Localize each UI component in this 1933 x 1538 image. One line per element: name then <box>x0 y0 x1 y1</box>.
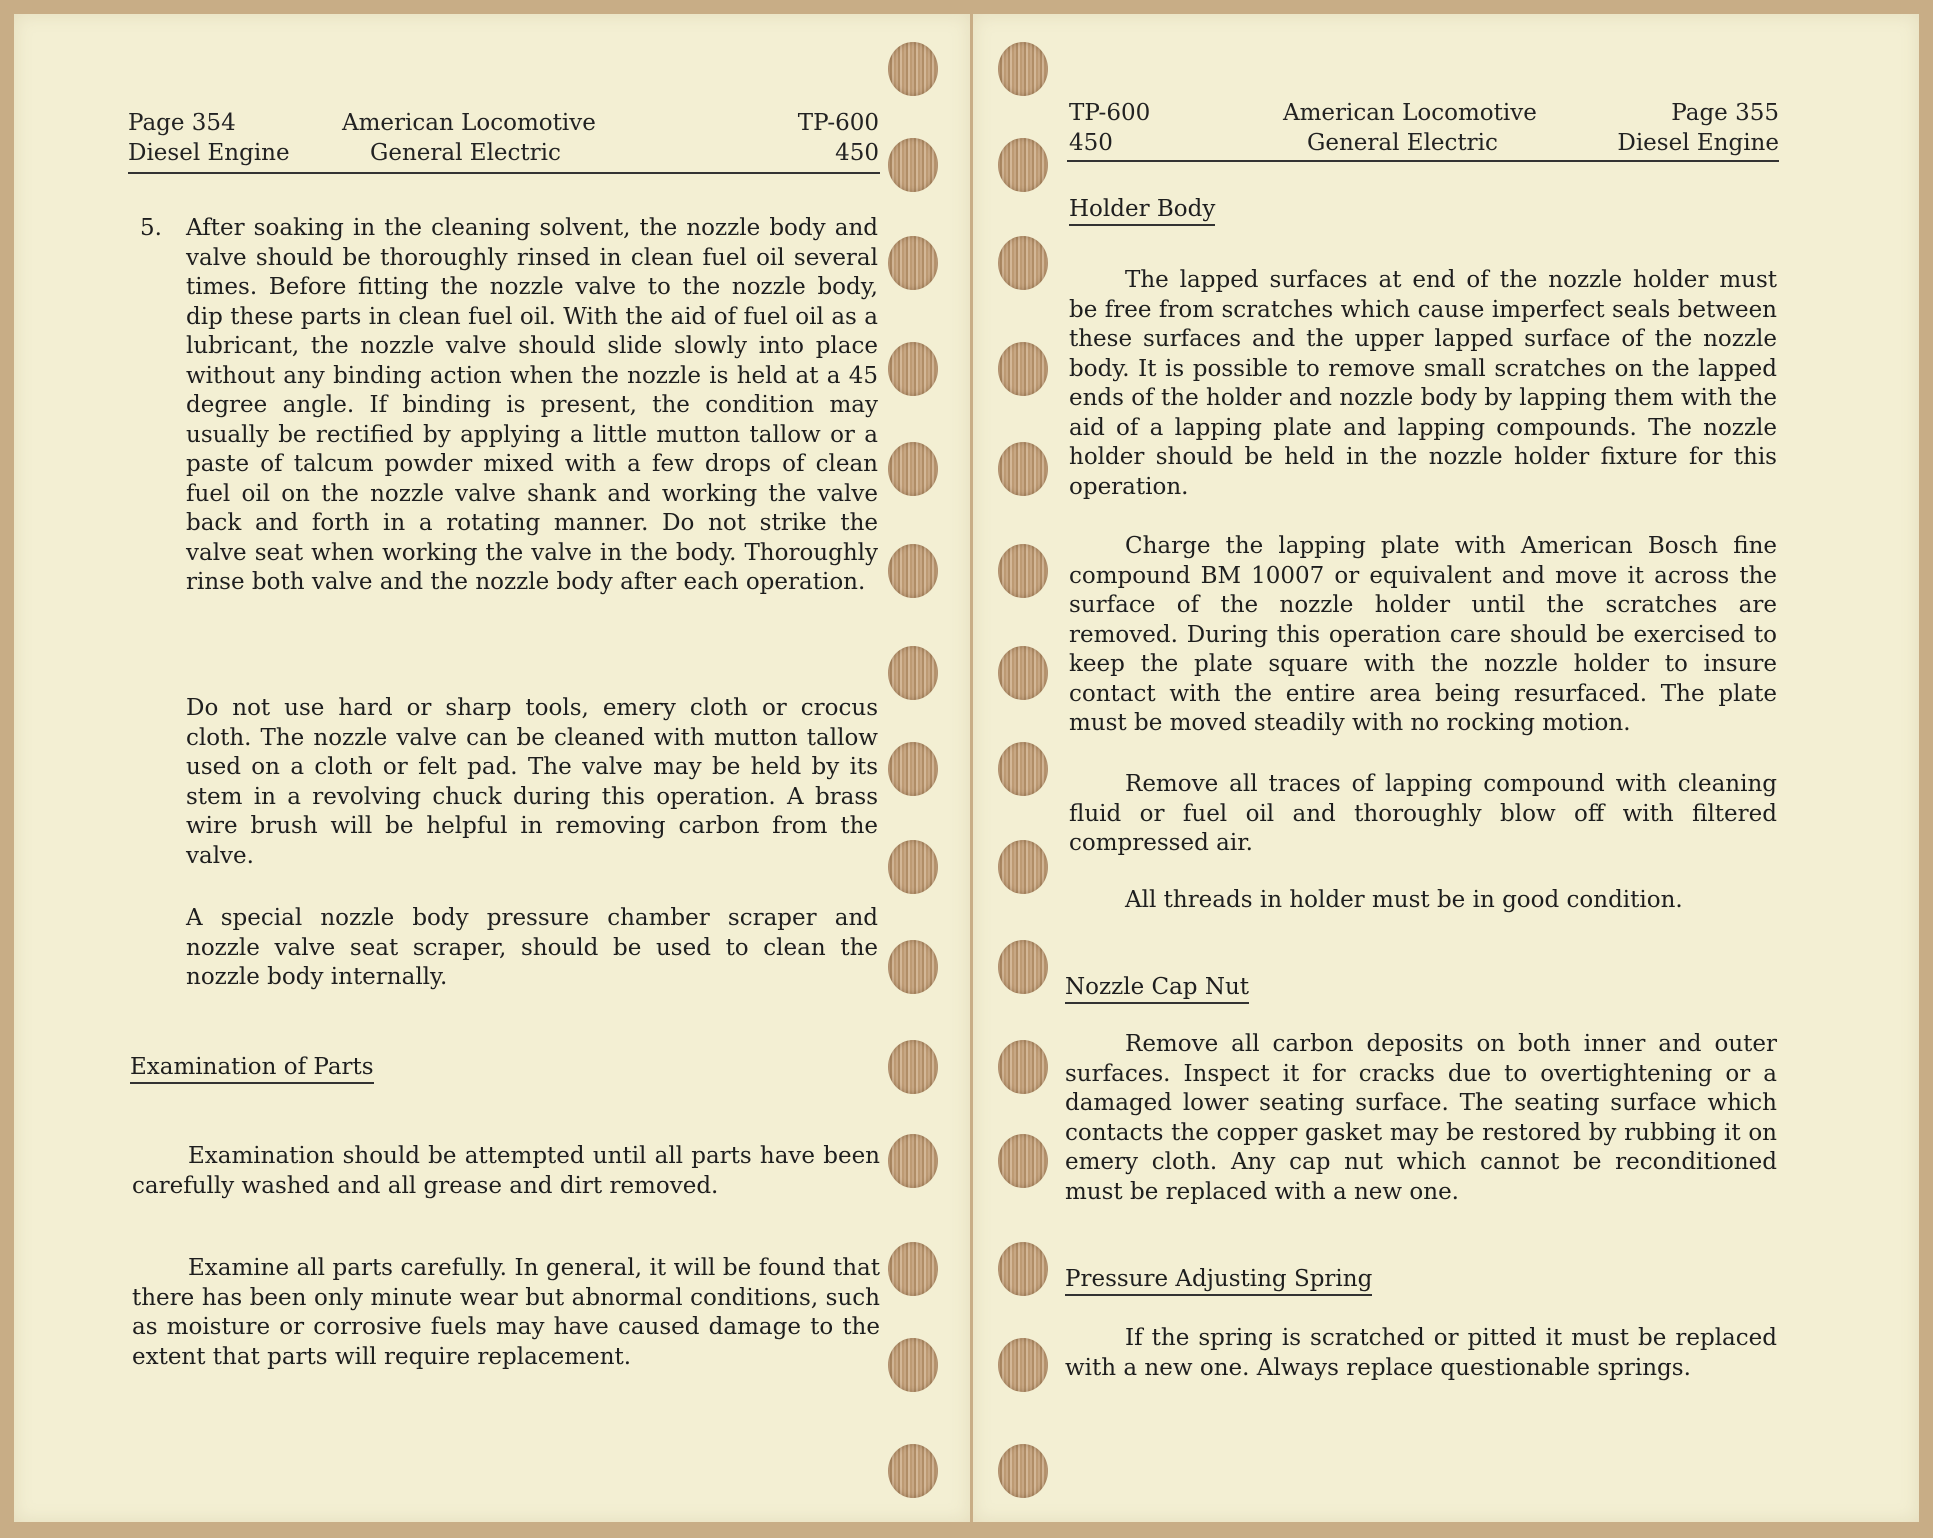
binding-hole <box>888 1338 938 1392</box>
binding-hole <box>888 544 938 598</box>
holder-paragraph-2: Charge the lapping plate with American Bosch fine compound BM 10007 or equivalent and move it across the surface of the nozzle holder until the scratches are removed. During this operation care should be exercised to keep the plate square with the nozzle holder to insure contact with the entire area being resurfaced. The plate must be moved steadily with no rocking motion. <box>1069 533 1777 736</box>
binding-hole <box>998 646 1048 700</box>
binding-hole <box>998 1444 1048 1498</box>
binding-hole <box>888 1242 938 1296</box>
binding-hole <box>888 342 938 396</box>
binding-hole <box>888 442 938 496</box>
binding-hole <box>998 840 1048 894</box>
binding-hole <box>998 544 1048 598</box>
left-header-page: Page 354 <box>128 110 236 136</box>
binding-hole <box>888 236 938 290</box>
item5-paragraph: After soaking in the cleaning solvent, the nozzle body and valve should be thoroughly rinsed in clean fuel oil several times. Before fitting the nozzle valve to the nozzle body, dip these parts in clean fuel oil. With the aid of fuel oil as a lubricant, the nozzle valve should slide slowly into place without any binding action when the nozzle is held at a 45 degree angle. If binding is present, the condition may usually be rectified by applying a little mutton tallow or a paste of talcum powder mixed with a few drops of clean fuel oil on the nozzle valve shank and working the valve back and forth in a rotating manner. Do not strike the valve seat when working the valve in the body. Thoroughly rinse both valve and the nozzle body after each operation. <box>186 215 878 595</box>
binding-hole <box>998 742 1048 796</box>
right-header-rule <box>1067 160 1779 162</box>
holder-body-heading: Holder Body <box>1069 196 1215 226</box>
binding-hole <box>888 840 938 894</box>
left-page <box>14 14 970 1522</box>
binding-hole <box>888 940 938 994</box>
binding-hole <box>888 42 938 96</box>
left-header-rule <box>128 172 880 174</box>
left-header-engine: Diesel Engine <box>128 140 290 166</box>
right-header-maker2: General Electric <box>1307 130 1498 156</box>
exam-paragraph-2: Examine all parts carefully. In general, it will be found that there has been only minute wear but abnormal conditions, such as moisture or corrosive fuels may have caused damage to the extent that parts will require replacement. <box>132 1255 880 1370</box>
holder-paragraph-3: Remove all traces of lapping compound with cleaning fluid or fuel oil and thoroughly blow off with filtered compressed air. <box>1069 771 1777 856</box>
tools-paragraph: Do not use hard or sharp tools, emery cloth or crocus cloth. The nozzle valve can be cleaned with mutton tallow used on a cloth or felt pad. The valve may be held by its stem in a revolving chuck during this operation. A brass wire brush will be helpful in removing carbon from the valve. <box>186 695 878 869</box>
examination-heading: Examination of Parts <box>130 1054 374 1084</box>
left-header-maker2: General Electric <box>370 140 561 166</box>
binding-hole <box>888 742 938 796</box>
binding-hole <box>998 1242 1048 1296</box>
right-header-number: 450 <box>1069 130 1113 156</box>
item-number: 5. <box>140 215 162 241</box>
spring-paragraph: If the spring is scratched or pitted it must be replaced with a new one. Always replace questionable springs. <box>1065 1325 1777 1381</box>
binding-hole <box>998 1134 1048 1188</box>
cap-nut-paragraph: Remove all carbon deposits on both inner and outer surfaces. Inspect it for cracks due to overtightening or a damaged lower seating surface. The seating surface which contacts the copper gasket may be restored by rubbing it on emery cloth. Any cap nut which cannot be reconditioned must be replaced with a new one. <box>1065 1031 1777 1205</box>
binding-hole <box>888 1134 938 1188</box>
spring-heading: Pressure Adjusting Spring <box>1065 1266 1372 1296</box>
cap-nut-heading: Nozzle Cap Nut <box>1065 974 1249 1004</box>
left-header-maker1: American Locomotive <box>342 110 596 136</box>
binding-hole <box>888 646 938 700</box>
holder-paragraph-1: The lapped surfaces at end of the nozzle holder must be free from scratches which cause imperfect seals between these surfaces and the upper lapped surface of the nozzle body. It is possible to remove small scratches on the lapped ends of the holder and nozzle body by lapping them with the aid of a lapping plate and lapping compounds. The nozzle holder should be held in the nozzle holder fixture for this operation. <box>1069 267 1777 500</box>
binding-hole <box>998 940 1048 994</box>
binding-hole <box>998 1040 1048 1094</box>
binding-hole <box>998 442 1048 496</box>
right-page <box>973 14 1919 1522</box>
holder-paragraph-4: All threads in holder must be in good condition. <box>1125 887 1683 913</box>
binding-hole <box>888 1444 938 1498</box>
exam-paragraph-1: Examination should be attempted until all parts have been carefully washed and all grease and dirt removed. <box>132 1143 880 1199</box>
right-header-maker1: American Locomotive <box>1283 100 1537 126</box>
binding-hole <box>888 1040 938 1094</box>
scraper-paragraph: A special nozzle body pressure chamber scraper and nozzle valve seat scraper, should be used to clean the nozzle body internally. <box>186 905 878 990</box>
binding-hole <box>888 138 938 192</box>
left-header-model: TP-600 <box>797 110 879 136</box>
binding-hole <box>998 138 1048 192</box>
right-header-engine: Diesel Engine <box>1617 130 1779 156</box>
binding-hole <box>998 342 1048 396</box>
binding-hole <box>998 236 1048 290</box>
binding-hole <box>998 42 1048 96</box>
left-header-number: 450 <box>835 140 879 166</box>
right-header-page: Page 355 <box>1671 100 1779 126</box>
binding-hole <box>998 1338 1048 1392</box>
right-header-model: TP-600 <box>1069 100 1151 126</box>
